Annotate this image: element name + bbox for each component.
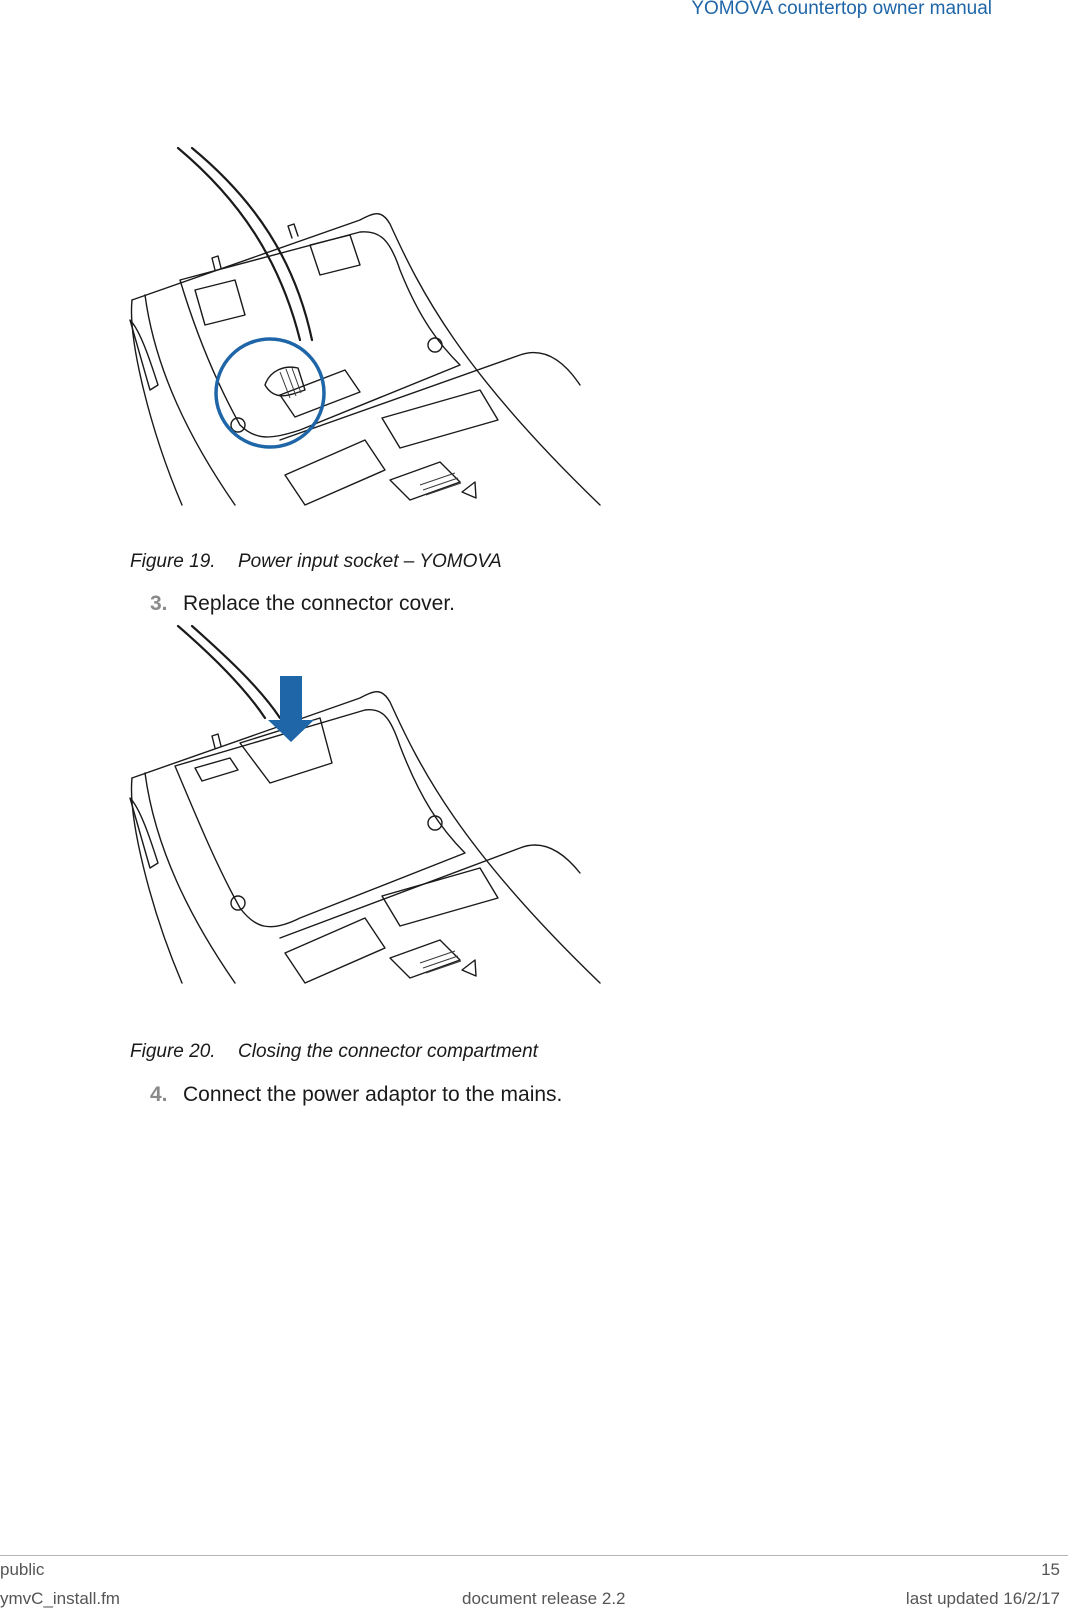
footer-last-updated: last updated 16/2/17 — [905, 1589, 1060, 1608]
step-3-number: 3. — [150, 592, 168, 615]
footer-classification: public — [0, 1560, 45, 1579]
figure-19-illustration — [120, 140, 620, 515]
figure-19-caption-text: Power input socket – YOMOVA — [238, 551, 502, 572]
figure-19-number: Figure 19. — [130, 551, 216, 572]
figure-19-caption — [130, 551, 502, 573]
figure-20-number: Figure 20. — [130, 1041, 216, 1062]
footer-page-number: 15 — [1041, 1560, 1060, 1579]
figure-20-illustration — [120, 618, 620, 993]
figure-20-caption-text: Closing the connector compartment — [238, 1041, 538, 1062]
terminal-body-drawing — [130, 148, 600, 505]
step-3-text: Replace the connector cover. — [183, 592, 455, 615]
step-4-text: Connect the power adaptor to the mains. — [183, 1083, 563, 1106]
terminal-body-drawing — [130, 626, 600, 983]
footer-file-name: ymvC_install.fm — [0, 1589, 120, 1608]
figure-20-caption — [130, 1041, 538, 1063]
step-3 — [150, 592, 455, 616]
step-4 — [150, 1083, 562, 1107]
step-4-number: 4. — [150, 1083, 168, 1106]
footer-divider — [0, 1555, 1068, 1556]
footer-release: document release 2.2 — [462, 1589, 626, 1608]
running-header-title: YOMOVA countertop owner manual — [691, 0, 992, 19]
highlight-circle-icon — [216, 339, 324, 447]
